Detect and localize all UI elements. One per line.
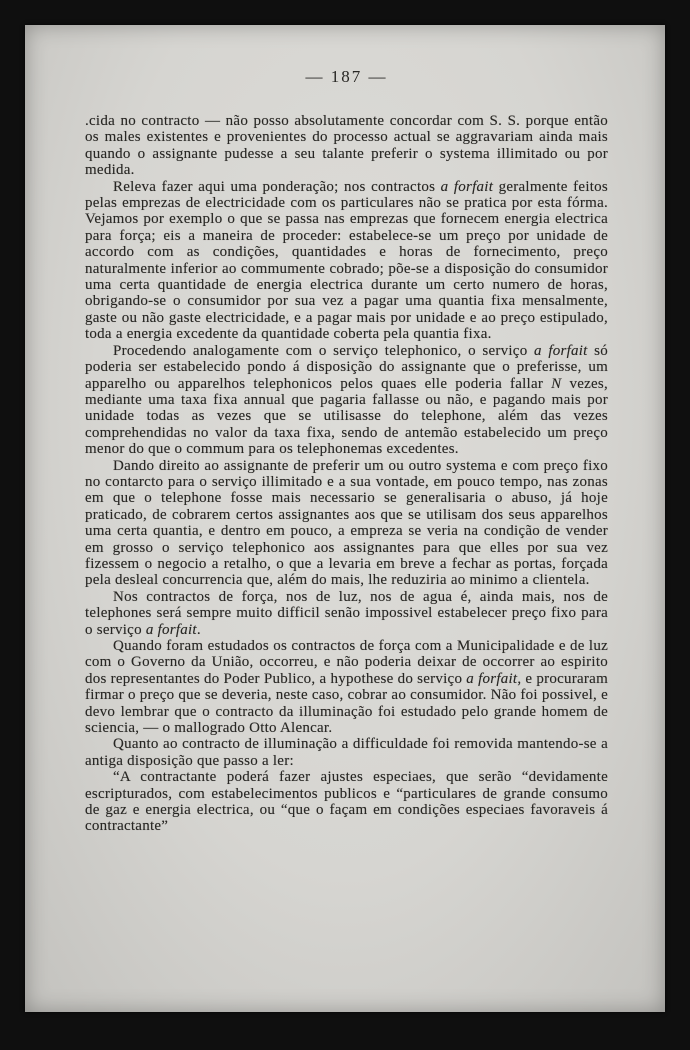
text-run: Procedendo analogamente com o serviço telephonico, o serviço <box>113 342 535 359</box>
text-run: .cida no contracto — não posso absolutamente concordar com S. S. porque então os males existentes e provenientes do processo actual se aggravariam ainda mais quando o assignante pudesse a seu talante preferir o systema illimitado ou por medida. <box>85 113 608 179</box>
paragraph <box>85 769 608 835</box>
text-run: só poderia ser estabelecido pondo á disposição do assignante que o preferisse, um apparelho ou apparelhos telephonicos pelos quaes elle poderia fallar <box>85 342 608 392</box>
text-run: Quando foram estudados os contractos de força com a Municipalidade e de luz com o Governo da União, occorreu, e não poderia deixar de occorrer ao espirito dos representantes do Poder Publico, a hypothese do serviço <box>85 638 608 687</box>
text-run: , e procuraram firmar o preço que se deveria, neste caso, cobrar ao consumidor. Não foi possivel, e devo lembrar que o contracto da illuminação foi estudado pelo grande homem de sciencia, — o mallogrado Otto Alencar. <box>85 670 608 737</box>
paragraph <box>85 736 608 769</box>
italic-text-run: a forfait <box>440 178 494 195</box>
text-run: . <box>196 621 201 638</box>
text-run: Releva fazer aqui uma ponderação; nos contractos <box>113 178 441 195</box>
text-run: Dando direito ao assignante de preferir um ou outro systema e com preço fixo no contarcto para o serviço illimitado e a sua vontade, em pouco tempo, nas zonas em que o telephone fosse mais necessario se generalisaria o abuso, já hoje praticado, de cobrarem certos assignantes aos que se utilisam dos seus apparelhos uma certa quantia, e dentro em pouco, a empreza se veria na condição de vender em grosso o serviço telephonico aos assignantes para que elles por sua vez fizessem o negocio a retalho, o que a levaria em breve a fechar as portas, forçada pela desleal concurrencia que, além do mais, lhe reduziria ao minimo a clientela. <box>85 457 608 589</box>
text-run: vezes, mediante uma taxa fixa annual que pagaria fallasse ou não, e pagando mais por unidade todas as vezes que se utilisasse do telephone, além das vezes comprehendidas no valor da taxa fixa, sendo de antemão estabelecido um preço menor do que o commum para os telephonemas excedentes. <box>85 375 608 458</box>
paragraph <box>85 589 608 638</box>
italic-text-run: N <box>551 375 562 392</box>
page-number: — 187 — <box>305 67 388 86</box>
paragraph <box>85 343 608 458</box>
paragraph <box>85 638 608 736</box>
paragraph <box>85 113 608 179</box>
italic-text-run: a forfait <box>534 342 588 359</box>
text-run: Nos contractos de força, nos de luz, nos de agua é, ainda mais, nos de telephones será sempre muito difficil senão impossivel estabelecer preço fixo para o serviço <box>85 588 608 638</box>
paragraph <box>85 458 608 589</box>
scanned-page <box>25 25 665 1012</box>
italic-text-run: a forfait <box>145 621 197 638</box>
paragraph <box>85 179 608 343</box>
text-run: “A contractante poderá fazer ajustes especiaes, que serão “devidamente escripturados, com estabelecimentos publicos e “particulares de grande consumo de gaz e energia electrica, ou “que o façam em condições especiaes favoraveis á contractante” <box>85 769 608 835</box>
text-run: geralmente feitos pelas emprezas de electricidade com os particulares não se pratica por esta fórma. Vejamos por exemplo o que se passa nas emprezas que fornecem energia electrica para força; eis a maneira de proceder: estabelece-se um preço por unidade de accordo com as condições, quantidades e horas de fornecimento, preço naturalmente inferior ao commumente cobrado; põe-se a disposição do consumidor uma certa quantidade de energia electrica durante um certo numero de horas, obrigando-se o consumidor por sua vez a pagar uma quantia fixa mensalmente, gaste ou não gaste electricidade, e a pagar mais por unidade e ao preço estipulado, toda a energia excedente da quantidade coberta pela quantia fixa. <box>85 178 608 343</box>
italic-text-run: a forfait <box>466 670 518 687</box>
text-block <box>85 113 608 835</box>
text-run: Quanto ao contracto de illuminação a difficuldade foi removida mantendo-se a antiga disposição que passo a ler: <box>85 736 608 769</box>
